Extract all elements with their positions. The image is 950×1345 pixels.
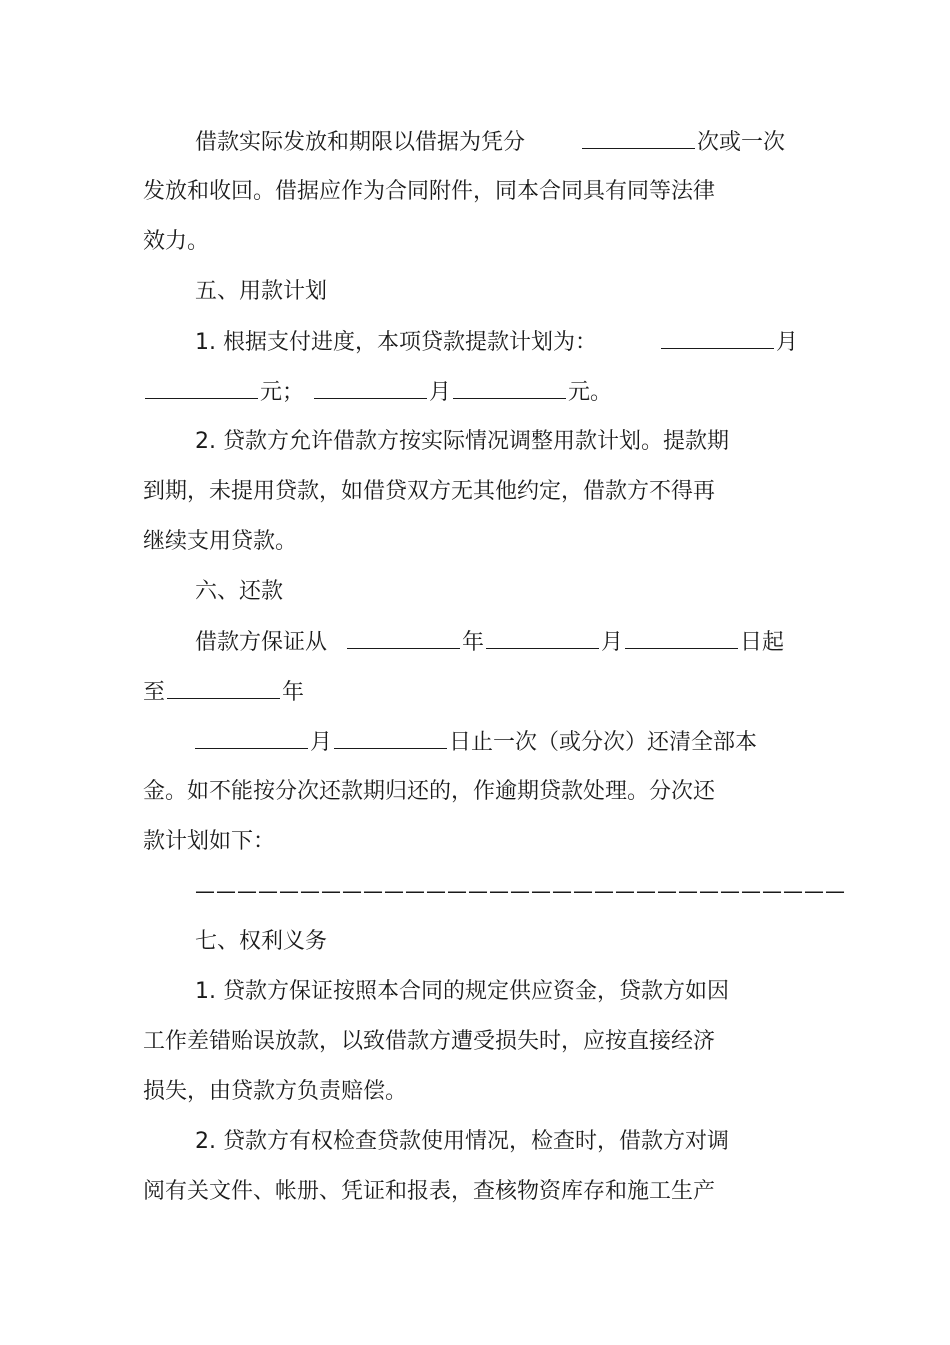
fill-blank xyxy=(334,728,447,749)
text-segment: 日止一次（或分次）还清全部本 xyxy=(449,730,758,755)
text-segment: 至 xyxy=(143,680,166,705)
fill-blank xyxy=(347,628,460,649)
clause5-item1-line1 xyxy=(195,328,798,356)
clause6-line3 xyxy=(193,728,757,756)
fill-blank xyxy=(195,728,308,749)
repayment-schedule-dash-line: ——————————————————————————————— xyxy=(195,879,846,903)
text-segment: 借款方保证从 xyxy=(195,630,328,655)
text-segment: 1. 根据支付进度，本项贷款提款计划为： xyxy=(195,330,597,355)
text-segment: 月 xyxy=(776,330,799,355)
clause7-item2-line1: 2. 贷款方有权检查贷款使用情况，检查时，借款方对调 xyxy=(195,1129,729,1154)
clause5-item2-line2: 到期，未提用贷款，如借贷双方无其他约定，借款方不得再 xyxy=(143,479,716,504)
fill-blank xyxy=(145,378,258,399)
text-segment: 元； xyxy=(260,380,305,405)
text-segment: 年 xyxy=(282,680,305,705)
text-segment: 年 xyxy=(462,630,485,655)
clause6-line4: 金。如不能按分次还款期归还的，作逾期贷款处理。分次还 xyxy=(143,779,716,804)
clause7-item1-line3: 损失，由贷款方负责赔偿。 xyxy=(143,1079,408,1104)
text-segment: 月 xyxy=(310,730,333,755)
clause7-item1-line1: 1. 贷款方保证按照本合同的规定供应资金，贷款方如因 xyxy=(195,979,729,1004)
clause6-line2 xyxy=(143,678,304,706)
text-segment: 月 xyxy=(601,630,624,655)
section-heading-5: 五、用款计划 xyxy=(195,279,328,304)
fill-blank xyxy=(167,678,280,699)
clause6-line1 xyxy=(195,628,784,656)
clause5-item1-line2 xyxy=(143,378,612,406)
text-segment: 次或一次 xyxy=(697,130,786,155)
fill-blank xyxy=(314,378,427,399)
text-segment: 月 xyxy=(429,380,452,405)
clause7-item2-line2: 阅有关文件、帐册、凭证和报表，查核物资库存和施工生产 xyxy=(143,1179,716,1204)
section-heading-6: 六、还款 xyxy=(195,579,284,604)
text-segment: 借款实际发放和期限以借据为凭分 xyxy=(195,130,526,155)
clause4-line1 xyxy=(195,128,785,156)
clause5-item2-line1: 2. 贷款方允许借款方按实际情况调整用款计划。提款期 xyxy=(195,429,729,454)
fill-blank xyxy=(453,378,566,399)
text-segment: 日起 xyxy=(740,630,785,655)
fill-blank xyxy=(625,628,738,649)
fill-blank xyxy=(582,128,695,149)
clause5-item2-line3: 继续支用贷款。 xyxy=(143,529,298,554)
clause4-line3: 效力。 xyxy=(143,229,210,254)
clause4-line2: 发放和收回。借据应作为合同附件，同本合同具有同等法律 xyxy=(143,179,716,204)
clause6-line5: 款计划如下： xyxy=(143,829,276,854)
fill-blank xyxy=(661,328,774,349)
section-heading-7: 七、权利义务 xyxy=(195,929,328,954)
clause7-item1-line2: 工作差错贻误放款，以致借款方遭受损失时，应按直接经济 xyxy=(143,1029,716,1054)
fill-blank xyxy=(486,628,599,649)
text-segment: 元。 xyxy=(568,380,613,405)
